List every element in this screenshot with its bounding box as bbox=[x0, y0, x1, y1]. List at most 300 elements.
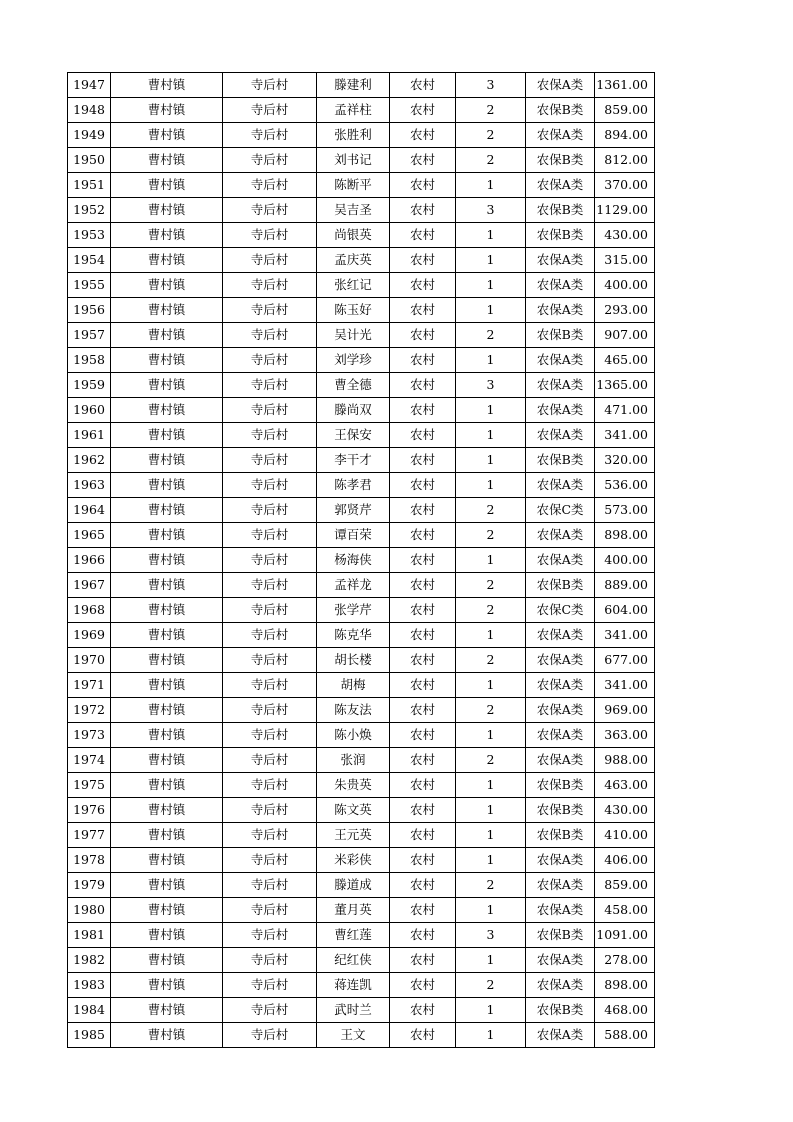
village-cell: 寺后村 bbox=[223, 898, 317, 923]
town-cell: 曹村镇 bbox=[111, 598, 223, 623]
member-count-cell: 2 bbox=[456, 698, 526, 723]
town-cell: 曹村镇 bbox=[111, 173, 223, 198]
row-id-cell: 1952 bbox=[68, 198, 111, 223]
member-count-cell: 1 bbox=[456, 473, 526, 498]
town-cell: 曹村镇 bbox=[111, 398, 223, 423]
village-cell: 寺后村 bbox=[223, 123, 317, 148]
town-cell: 曹村镇 bbox=[111, 523, 223, 548]
row-id-cell: 1951 bbox=[68, 173, 111, 198]
table-row bbox=[68, 648, 655, 673]
household-type-cell: 农村 bbox=[390, 273, 456, 298]
person-name-cell: 张红记 bbox=[317, 273, 390, 298]
row-id-cell: 1953 bbox=[68, 223, 111, 248]
table-row bbox=[68, 298, 655, 323]
insurance-category-cell: 农保A类 bbox=[526, 848, 595, 873]
row-id-cell: 1961 bbox=[68, 423, 111, 448]
member-count-cell: 1 bbox=[456, 398, 526, 423]
insurance-category-cell: 农保B类 bbox=[526, 98, 595, 123]
household-type-cell: 农村 bbox=[390, 823, 456, 848]
amount-cell: 315.00 bbox=[595, 248, 655, 273]
member-count-cell: 3 bbox=[456, 373, 526, 398]
person-name-cell: 孟祥柱 bbox=[317, 98, 390, 123]
table-row bbox=[68, 573, 655, 598]
town-cell: 曹村镇 bbox=[111, 373, 223, 398]
town-cell: 曹村镇 bbox=[111, 923, 223, 948]
household-type-cell: 农村 bbox=[390, 623, 456, 648]
insurance-category-cell: 农保A类 bbox=[526, 398, 595, 423]
member-count-cell: 2 bbox=[456, 973, 526, 998]
member-count-cell: 1 bbox=[456, 248, 526, 273]
household-type-cell: 农村 bbox=[390, 223, 456, 248]
insurance-category-cell: 农保B类 bbox=[526, 823, 595, 848]
row-id-cell: 1976 bbox=[68, 798, 111, 823]
data-table bbox=[67, 72, 655, 1048]
row-id-cell: 1960 bbox=[68, 398, 111, 423]
person-name-cell: 刘学珍 bbox=[317, 348, 390, 373]
town-cell: 曹村镇 bbox=[111, 698, 223, 723]
household-type-cell: 农村 bbox=[390, 873, 456, 898]
amount-cell: 677.00 bbox=[595, 648, 655, 673]
household-type-cell: 农村 bbox=[390, 348, 456, 373]
amount-cell: 341.00 bbox=[595, 623, 655, 648]
table-row bbox=[68, 373, 655, 398]
amount-cell: 1091.00 bbox=[595, 923, 655, 948]
amount-cell: 898.00 bbox=[595, 523, 655, 548]
amount-cell: 988.00 bbox=[595, 748, 655, 773]
insurance-category-cell: 农保A类 bbox=[526, 248, 595, 273]
table-row bbox=[68, 748, 655, 773]
household-type-cell: 农村 bbox=[390, 748, 456, 773]
town-cell: 曹村镇 bbox=[111, 848, 223, 873]
insurance-category-cell: 农保B类 bbox=[526, 223, 595, 248]
table-row bbox=[68, 998, 655, 1023]
member-count-cell: 2 bbox=[456, 98, 526, 123]
table-row bbox=[68, 498, 655, 523]
table-row bbox=[68, 948, 655, 973]
table-row bbox=[68, 848, 655, 873]
person-name-cell: 王保安 bbox=[317, 423, 390, 448]
member-count-cell: 1 bbox=[456, 448, 526, 473]
insurance-category-cell: 农保B类 bbox=[526, 798, 595, 823]
member-count-cell: 2 bbox=[456, 323, 526, 348]
village-cell: 寺后村 bbox=[223, 798, 317, 823]
person-name-cell: 陈克华 bbox=[317, 623, 390, 648]
person-name-cell: 陈文英 bbox=[317, 798, 390, 823]
person-name-cell: 张润 bbox=[317, 748, 390, 773]
member-count-cell: 1 bbox=[456, 548, 526, 573]
household-type-cell: 农村 bbox=[390, 923, 456, 948]
amount-cell: 430.00 bbox=[595, 798, 655, 823]
person-name-cell: 吴吉圣 bbox=[317, 198, 390, 223]
person-name-cell: 董月英 bbox=[317, 898, 390, 923]
town-cell: 曹村镇 bbox=[111, 348, 223, 373]
insurance-category-cell: 农保B类 bbox=[526, 448, 595, 473]
person-name-cell: 陈断平 bbox=[317, 173, 390, 198]
household-type-cell: 农村 bbox=[390, 723, 456, 748]
insurance-category-cell: 农保A类 bbox=[526, 698, 595, 723]
town-cell: 曹村镇 bbox=[111, 573, 223, 598]
amount-cell: 812.00 bbox=[595, 148, 655, 173]
person-name-cell: 滕建利 bbox=[317, 73, 390, 98]
table-row bbox=[68, 598, 655, 623]
amount-cell: 859.00 bbox=[595, 873, 655, 898]
row-id-cell: 1969 bbox=[68, 623, 111, 648]
person-name-cell: 米彩侠 bbox=[317, 848, 390, 873]
amount-cell: 341.00 bbox=[595, 423, 655, 448]
household-type-cell: 农村 bbox=[390, 898, 456, 923]
town-cell: 曹村镇 bbox=[111, 773, 223, 798]
member-count-cell: 1 bbox=[456, 823, 526, 848]
amount-cell: 604.00 bbox=[595, 598, 655, 623]
household-type-cell: 农村 bbox=[390, 198, 456, 223]
town-cell: 曹村镇 bbox=[111, 623, 223, 648]
member-count-cell: 2 bbox=[456, 873, 526, 898]
town-cell: 曹村镇 bbox=[111, 1023, 223, 1048]
table-row bbox=[68, 148, 655, 173]
town-cell: 曹村镇 bbox=[111, 723, 223, 748]
row-id-cell: 1966 bbox=[68, 548, 111, 573]
table-row bbox=[68, 823, 655, 848]
insurance-category-cell: 农保A类 bbox=[526, 523, 595, 548]
row-id-cell: 1954 bbox=[68, 248, 111, 273]
insurance-category-cell: 农保A类 bbox=[526, 948, 595, 973]
amount-cell: 536.00 bbox=[595, 473, 655, 498]
insurance-category-cell: 农保A类 bbox=[526, 373, 595, 398]
insurance-category-cell: 农保A类 bbox=[526, 1023, 595, 1048]
town-cell: 曹村镇 bbox=[111, 998, 223, 1023]
row-id-cell: 1978 bbox=[68, 848, 111, 873]
row-id-cell: 1956 bbox=[68, 298, 111, 323]
person-name-cell: 李干才 bbox=[317, 448, 390, 473]
village-cell: 寺后村 bbox=[223, 198, 317, 223]
row-id-cell: 1963 bbox=[68, 473, 111, 498]
amount-cell: 341.00 bbox=[595, 673, 655, 698]
household-type-cell: 农村 bbox=[390, 573, 456, 598]
person-name-cell: 刘书记 bbox=[317, 148, 390, 173]
row-id-cell: 1967 bbox=[68, 573, 111, 598]
table-row bbox=[68, 1023, 655, 1048]
row-id-cell: 1957 bbox=[68, 323, 111, 348]
household-type-cell: 农村 bbox=[390, 423, 456, 448]
village-cell: 寺后村 bbox=[223, 873, 317, 898]
person-name-cell: 陈友法 bbox=[317, 698, 390, 723]
household-type-cell: 农村 bbox=[390, 973, 456, 998]
insurance-category-cell: 农保A类 bbox=[526, 273, 595, 298]
town-cell: 曹村镇 bbox=[111, 248, 223, 273]
village-cell: 寺后村 bbox=[223, 398, 317, 423]
town-cell: 曹村镇 bbox=[111, 223, 223, 248]
household-type-cell: 农村 bbox=[390, 248, 456, 273]
insurance-category-cell: 农保B类 bbox=[526, 148, 595, 173]
town-cell: 曹村镇 bbox=[111, 823, 223, 848]
village-cell: 寺后村 bbox=[223, 448, 317, 473]
insurance-category-cell: 农保A类 bbox=[526, 973, 595, 998]
amount-cell: 894.00 bbox=[595, 123, 655, 148]
town-cell: 曹村镇 bbox=[111, 498, 223, 523]
village-cell: 寺后村 bbox=[223, 173, 317, 198]
village-cell: 寺后村 bbox=[223, 973, 317, 998]
insurance-category-cell: 农保B类 bbox=[526, 773, 595, 798]
member-count-cell: 1 bbox=[456, 798, 526, 823]
household-type-cell: 农村 bbox=[390, 523, 456, 548]
insurance-category-cell: 农保B类 bbox=[526, 923, 595, 948]
household-type-cell: 农村 bbox=[390, 773, 456, 798]
row-id-cell: 1980 bbox=[68, 898, 111, 923]
village-cell: 寺后村 bbox=[223, 573, 317, 598]
village-cell: 寺后村 bbox=[223, 698, 317, 723]
member-count-cell: 2 bbox=[456, 748, 526, 773]
household-type-cell: 农村 bbox=[390, 323, 456, 348]
table-row bbox=[68, 123, 655, 148]
insurance-category-cell: 农保A类 bbox=[526, 623, 595, 648]
amount-cell: 1129.00 bbox=[595, 198, 655, 223]
table-row bbox=[68, 798, 655, 823]
person-name-cell: 曹红莲 bbox=[317, 923, 390, 948]
household-type-cell: 农村 bbox=[390, 148, 456, 173]
member-count-cell: 2 bbox=[456, 573, 526, 598]
village-cell: 寺后村 bbox=[223, 723, 317, 748]
person-name-cell: 谭百荣 bbox=[317, 523, 390, 548]
household-type-cell: 农村 bbox=[390, 448, 456, 473]
row-id-cell: 1982 bbox=[68, 948, 111, 973]
amount-cell: 400.00 bbox=[595, 548, 655, 573]
table-row bbox=[68, 98, 655, 123]
village-cell: 寺后村 bbox=[223, 148, 317, 173]
row-id-cell: 1979 bbox=[68, 873, 111, 898]
member-count-cell: 1 bbox=[456, 423, 526, 448]
table-row bbox=[68, 673, 655, 698]
amount-cell: 907.00 bbox=[595, 323, 655, 348]
town-cell: 曹村镇 bbox=[111, 448, 223, 473]
amount-cell: 1365.00 bbox=[595, 373, 655, 398]
person-name-cell: 胡长楼 bbox=[317, 648, 390, 673]
table-row bbox=[68, 248, 655, 273]
town-cell: 曹村镇 bbox=[111, 98, 223, 123]
member-count-cell: 2 bbox=[456, 148, 526, 173]
row-id-cell: 1965 bbox=[68, 523, 111, 548]
insurance-category-cell: 农保A类 bbox=[526, 298, 595, 323]
village-cell: 寺后村 bbox=[223, 648, 317, 673]
village-cell: 寺后村 bbox=[223, 498, 317, 523]
amount-cell: 293.00 bbox=[595, 298, 655, 323]
insurance-category-cell: 农保A类 bbox=[526, 173, 595, 198]
insurance-category-cell: 农保B类 bbox=[526, 998, 595, 1023]
person-name-cell: 张学芹 bbox=[317, 598, 390, 623]
insurance-category-cell: 农保B类 bbox=[526, 323, 595, 348]
amount-cell: 458.00 bbox=[595, 898, 655, 923]
amount-cell: 370.00 bbox=[595, 173, 655, 198]
household-type-cell: 农村 bbox=[390, 1023, 456, 1048]
row-id-cell: 1949 bbox=[68, 123, 111, 148]
member-count-cell: 1 bbox=[456, 898, 526, 923]
member-count-cell: 1 bbox=[456, 623, 526, 648]
member-count-cell: 3 bbox=[456, 923, 526, 948]
person-name-cell: 张胜利 bbox=[317, 123, 390, 148]
table-row bbox=[68, 548, 655, 573]
row-id-cell: 1970 bbox=[68, 648, 111, 673]
row-id-cell: 1981 bbox=[68, 923, 111, 948]
town-cell: 曹村镇 bbox=[111, 148, 223, 173]
row-id-cell: 1959 bbox=[68, 373, 111, 398]
row-id-cell: 1974 bbox=[68, 748, 111, 773]
amount-cell: 588.00 bbox=[595, 1023, 655, 1048]
row-id-cell: 1948 bbox=[68, 98, 111, 123]
member-count-cell: 3 bbox=[456, 198, 526, 223]
insurance-category-cell: 农保C类 bbox=[526, 598, 595, 623]
member-count-cell: 2 bbox=[456, 123, 526, 148]
member-count-cell: 1 bbox=[456, 848, 526, 873]
town-cell: 曹村镇 bbox=[111, 298, 223, 323]
village-cell: 寺后村 bbox=[223, 273, 317, 298]
amount-cell: 1361.00 bbox=[595, 73, 655, 98]
amount-cell: 400.00 bbox=[595, 273, 655, 298]
member-count-cell: 2 bbox=[456, 498, 526, 523]
household-type-cell: 农村 bbox=[390, 648, 456, 673]
table-row bbox=[68, 623, 655, 648]
amount-cell: 430.00 bbox=[595, 223, 655, 248]
household-type-cell: 农村 bbox=[390, 173, 456, 198]
person-name-cell: 陈孝君 bbox=[317, 473, 390, 498]
village-cell: 寺后村 bbox=[223, 948, 317, 973]
table-row bbox=[68, 223, 655, 248]
table-row bbox=[68, 273, 655, 298]
row-id-cell: 1950 bbox=[68, 148, 111, 173]
amount-cell: 320.00 bbox=[595, 448, 655, 473]
insurance-category-cell: 农保B类 bbox=[526, 198, 595, 223]
household-type-cell: 农村 bbox=[390, 398, 456, 423]
row-id-cell: 1975 bbox=[68, 773, 111, 798]
amount-cell: 278.00 bbox=[595, 948, 655, 973]
village-cell: 寺后村 bbox=[223, 673, 317, 698]
amount-cell: 898.00 bbox=[595, 973, 655, 998]
town-cell: 曹村镇 bbox=[111, 898, 223, 923]
insurance-category-cell: 农保C类 bbox=[526, 498, 595, 523]
row-id-cell: 1968 bbox=[68, 598, 111, 623]
village-cell: 寺后村 bbox=[223, 548, 317, 573]
amount-cell: 406.00 bbox=[595, 848, 655, 873]
town-cell: 曹村镇 bbox=[111, 673, 223, 698]
table-row bbox=[68, 348, 655, 373]
village-cell: 寺后村 bbox=[223, 73, 317, 98]
village-cell: 寺后村 bbox=[223, 623, 317, 648]
amount-cell: 363.00 bbox=[595, 723, 655, 748]
village-cell: 寺后村 bbox=[223, 98, 317, 123]
town-cell: 曹村镇 bbox=[111, 973, 223, 998]
village-cell: 寺后村 bbox=[223, 223, 317, 248]
town-cell: 曹村镇 bbox=[111, 873, 223, 898]
amount-cell: 859.00 bbox=[595, 98, 655, 123]
household-type-cell: 农村 bbox=[390, 98, 456, 123]
table-row bbox=[68, 198, 655, 223]
row-id-cell: 1984 bbox=[68, 998, 111, 1023]
village-cell: 寺后村 bbox=[223, 1023, 317, 1048]
table-row bbox=[68, 423, 655, 448]
table-row bbox=[68, 523, 655, 548]
town-cell: 曹村镇 bbox=[111, 273, 223, 298]
village-cell: 寺后村 bbox=[223, 248, 317, 273]
household-type-cell: 农村 bbox=[390, 473, 456, 498]
member-count-cell: 1 bbox=[456, 948, 526, 973]
table-row bbox=[68, 448, 655, 473]
table-row bbox=[68, 73, 655, 98]
table-row bbox=[68, 773, 655, 798]
member-count-cell: 1 bbox=[456, 673, 526, 698]
household-type-cell: 农村 bbox=[390, 948, 456, 973]
row-id-cell: 1958 bbox=[68, 348, 111, 373]
person-name-cell: 胡梅 bbox=[317, 673, 390, 698]
village-cell: 寺后村 bbox=[223, 473, 317, 498]
village-cell: 寺后村 bbox=[223, 773, 317, 798]
row-id-cell: 1983 bbox=[68, 973, 111, 998]
insurance-category-cell: 农保A类 bbox=[526, 648, 595, 673]
village-cell: 寺后村 bbox=[223, 323, 317, 348]
table-body bbox=[68, 73, 655, 1048]
person-name-cell: 武时兰 bbox=[317, 998, 390, 1023]
insurance-category-cell: 农保A类 bbox=[526, 348, 595, 373]
person-name-cell: 郭贤芹 bbox=[317, 498, 390, 523]
insurance-category-cell: 农保A类 bbox=[526, 123, 595, 148]
table-row bbox=[68, 973, 655, 998]
village-cell: 寺后村 bbox=[223, 823, 317, 848]
village-cell: 寺后村 bbox=[223, 998, 317, 1023]
member-count-cell: 2 bbox=[456, 648, 526, 673]
member-count-cell: 1 bbox=[456, 723, 526, 748]
person-name-cell: 曹全德 bbox=[317, 373, 390, 398]
table-row bbox=[68, 898, 655, 923]
person-name-cell: 滕尚双 bbox=[317, 398, 390, 423]
town-cell: 曹村镇 bbox=[111, 798, 223, 823]
town-cell: 曹村镇 bbox=[111, 198, 223, 223]
table-row bbox=[68, 398, 655, 423]
insurance-category-cell: 农保A类 bbox=[526, 723, 595, 748]
member-count-cell: 2 bbox=[456, 598, 526, 623]
insurance-category-cell: 农保A类 bbox=[526, 748, 595, 773]
village-cell: 寺后村 bbox=[223, 298, 317, 323]
person-name-cell: 王文 bbox=[317, 1023, 390, 1048]
row-id-cell: 1947 bbox=[68, 73, 111, 98]
member-count-cell: 1 bbox=[456, 1023, 526, 1048]
village-cell: 寺后村 bbox=[223, 523, 317, 548]
household-type-cell: 农村 bbox=[390, 598, 456, 623]
row-id-cell: 1962 bbox=[68, 448, 111, 473]
person-name-cell: 尚银英 bbox=[317, 223, 390, 248]
table-row bbox=[68, 473, 655, 498]
amount-cell: 969.00 bbox=[595, 698, 655, 723]
town-cell: 曹村镇 bbox=[111, 948, 223, 973]
amount-cell: 889.00 bbox=[595, 573, 655, 598]
insurance-category-cell: 农保A类 bbox=[526, 873, 595, 898]
person-name-cell: 陈玉好 bbox=[317, 298, 390, 323]
table-row bbox=[68, 873, 655, 898]
amount-cell: 471.00 bbox=[595, 398, 655, 423]
village-cell: 寺后村 bbox=[223, 923, 317, 948]
town-cell: 曹村镇 bbox=[111, 73, 223, 98]
person-name-cell: 王元英 bbox=[317, 823, 390, 848]
row-id-cell: 1964 bbox=[68, 498, 111, 523]
village-cell: 寺后村 bbox=[223, 848, 317, 873]
village-cell: 寺后村 bbox=[223, 373, 317, 398]
town-cell: 曹村镇 bbox=[111, 748, 223, 773]
insurance-category-cell: 农保A类 bbox=[526, 548, 595, 573]
member-count-cell: 3 bbox=[456, 73, 526, 98]
town-cell: 曹村镇 bbox=[111, 323, 223, 348]
town-cell: 曹村镇 bbox=[111, 473, 223, 498]
amount-cell: 468.00 bbox=[595, 998, 655, 1023]
household-type-cell: 农村 bbox=[390, 673, 456, 698]
person-name-cell: 陈小焕 bbox=[317, 723, 390, 748]
member-count-cell: 1 bbox=[456, 173, 526, 198]
town-cell: 曹村镇 bbox=[111, 648, 223, 673]
